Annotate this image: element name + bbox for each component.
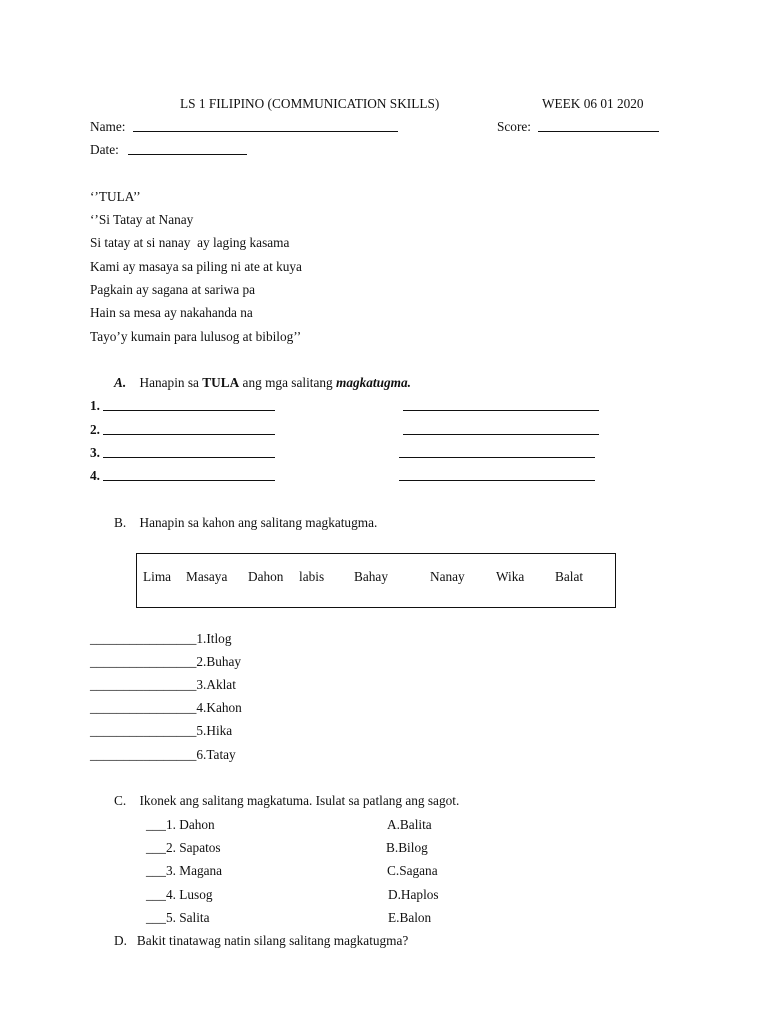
- answer-blank[interactable]: ________________: [90, 654, 197, 669]
- section-d-letter: D.: [114, 933, 127, 948]
- question-text: Bakit tinatawag natin silang salitang magkatugma?: [136, 933, 409, 948]
- match-item-left[interactable]: ___3. Magana: [146, 863, 223, 878]
- answer-blank[interactable]: ________________: [90, 723, 197, 738]
- word-box: [136, 553, 616, 608]
- date-label: Date:: [90, 142, 119, 157]
- answer-blank[interactable]: ________________: [90, 631, 197, 646]
- match-item-right: A.Balita: [387, 817, 432, 832]
- answer-blank[interactable]: ________________: [90, 700, 197, 715]
- answer-blank[interactable]: [103, 480, 275, 481]
- answer-blank[interactable]: [103, 410, 275, 411]
- section-a-instruction: [114, 376, 411, 389]
- box-word: Bahay: [354, 569, 388, 584]
- section-b-instruction: [114, 516, 377, 529]
- box-word: Masaya: [186, 569, 228, 584]
- answer-blank[interactable]: ________________: [90, 747, 197, 762]
- answer-number: 4.: [90, 468, 100, 483]
- box-word: Dahon: [248, 569, 284, 584]
- answer-blank[interactable]: [103, 457, 275, 458]
- score-blank[interactable]: [538, 131, 659, 132]
- match-item-right: E.Balon: [388, 910, 432, 925]
- section-b-letter: B.: [114, 515, 127, 530]
- section-c-instruction: [114, 794, 459, 807]
- list-item: [90, 655, 241, 668]
- poem-line: ‘’TULA’’: [90, 189, 141, 204]
- match-item-left[interactable]: ___2. Sapatos: [146, 840, 221, 855]
- answer-number: 2.: [90, 422, 100, 437]
- poem-line: Pagkain ay sagana at sariwa pa: [90, 282, 256, 297]
- box-word: Nanay: [430, 569, 465, 584]
- section-c-letter: C.: [114, 793, 127, 808]
- item-label: 6.Tatay: [196, 747, 236, 762]
- date-blank[interactable]: [128, 154, 247, 155]
- list-item: [90, 748, 236, 761]
- poem-line: Hain sa mesa ay nakahanda na: [90, 305, 253, 320]
- match-item-right: D.Haplos: [388, 887, 439, 902]
- box-word: labis: [299, 569, 325, 584]
- answer-blank[interactable]: ________________: [90, 677, 197, 692]
- section-a-letter: A.: [114, 375, 127, 390]
- box-word: Lima: [143, 569, 172, 584]
- match-item-left[interactable]: ___4. Lusog: [146, 887, 213, 902]
- instruction-text: Ikonek ang salitang magkatuma. Isulat sa patlang ang sagot.: [139, 793, 460, 808]
- answer-blank[interactable]: [399, 480, 595, 481]
- instruction-emphasis: magkatugma.: [335, 375, 411, 390]
- match-item-right: C.Sagana: [387, 863, 438, 878]
- poem-line: Kami ay masaya sa piling ni ate at kuya: [90, 259, 302, 274]
- score-label: Score:: [497, 119, 531, 134]
- item-label: 4.Kahon: [196, 700, 242, 715]
- list-item: [90, 632, 231, 645]
- poem-line: Tayo’y kumain para lulusog at bibilog’’: [90, 329, 302, 344]
- week-label: WEEK 06 01 2020: [542, 96, 644, 111]
- instruction-text: ang mga salitang: [239, 375, 336, 390]
- worksheet-title: LS 1 FILIPINO (COMMUNICATION SKILLS): [180, 96, 440, 111]
- box-word: Wika: [496, 569, 525, 584]
- box-word: Balat: [555, 569, 584, 584]
- answer-blank[interactable]: [403, 434, 599, 435]
- item-label: 5.Hika: [196, 723, 233, 738]
- poem-line: ‘’Si Tatay at Nanay: [90, 212, 194, 227]
- answer-blank[interactable]: [399, 457, 595, 458]
- list-item: [90, 678, 236, 691]
- list-item: [90, 701, 242, 714]
- match-item-left[interactable]: ___5. Salita: [146, 910, 210, 925]
- answer-blank[interactable]: [103, 434, 275, 435]
- answer-number: 3.: [90, 445, 100, 460]
- instruction-text: Hanapin sa kahon ang salitang magkatugma.: [139, 515, 378, 530]
- match-item-right: B.Bilog: [386, 840, 428, 855]
- section-d-question: [114, 934, 408, 947]
- name-label: Name:: [90, 119, 126, 134]
- match-item-left[interactable]: ___1. Dahon: [146, 817, 215, 832]
- item-label: 3.Aklat: [196, 677, 236, 692]
- instruction-text: Hanapin sa: [139, 375, 203, 390]
- item-label: 1.Itlog: [196, 631, 232, 646]
- poem-line: Si tatay at si nanay ay laging kasama: [90, 235, 290, 250]
- name-blank[interactable]: [133, 131, 398, 132]
- list-item: [90, 724, 232, 737]
- answer-number: 1.: [90, 398, 100, 413]
- answer-blank[interactable]: [403, 410, 599, 411]
- instruction-emphasis: TULA: [202, 375, 240, 390]
- item-label: 2.Buhay: [196, 654, 242, 669]
